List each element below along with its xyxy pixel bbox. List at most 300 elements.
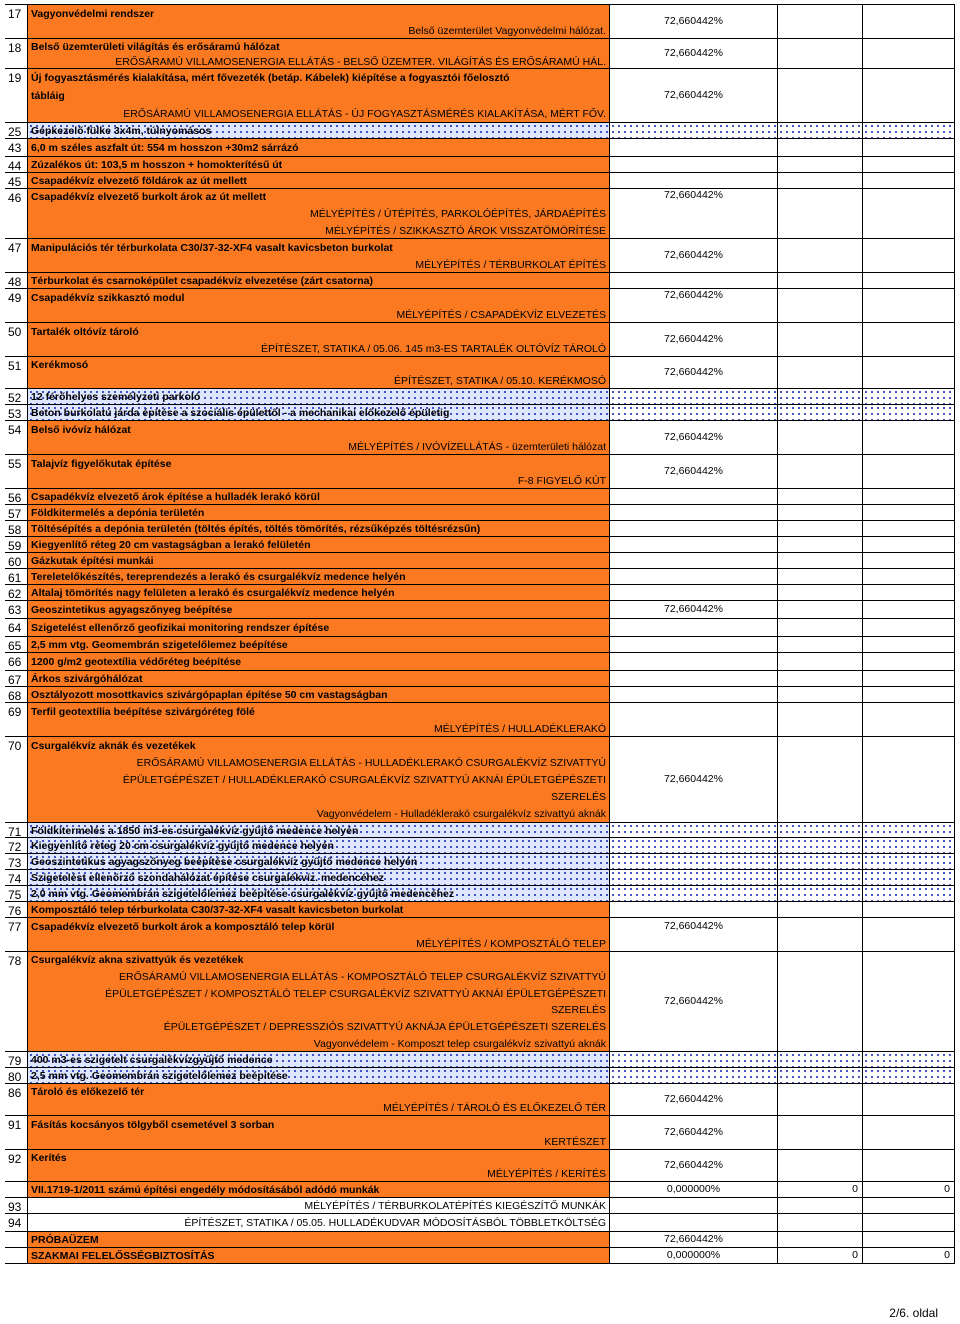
amount-cell [862, 68, 955, 122]
amount-cell [777, 420, 862, 454]
amount-cell [777, 322, 862, 356]
item-title: Komposztáló telep térburkolata C30/37-32-XF4 vasalt kavicsbeton burkolat [31, 904, 404, 916]
amount-cell [777, 686, 862, 702]
amount-cell [862, 420, 955, 454]
row-description [27, 404, 610, 420]
row-description [27, 504, 610, 520]
percent-cell [610, 420, 777, 454]
amount-cell [777, 951, 862, 1051]
row-number: 76 [5, 901, 27, 917]
row-description [27, 652, 610, 670]
row-description [27, 1067, 610, 1083]
item-title: 2,5 mm vtg. Geomembrán szigetelőlemez beépítése [31, 639, 288, 651]
amount-cell [777, 1149, 862, 1181]
table-row [5, 1115, 955, 1149]
amount-cell [777, 388, 862, 404]
item-title: Beton burkolatú járda építése a szociális épülettől - a mechanikai előkezelő épületig [31, 407, 450, 419]
row-description [27, 568, 610, 584]
row-number: 47 [5, 238, 27, 272]
item-title: 2,5 mm vtg. Geomembrán szigetelőlemez beépítése [31, 1070, 288, 1082]
table-row [5, 822, 955, 837]
amount-cell [777, 1231, 862, 1247]
amount-cell [862, 552, 955, 568]
item-title: Csapadékvíz szikkasztó modul [31, 291, 185, 304]
item-title: Töltésépítés a depónia területén (töltés építés, töltés tömörítés, rézsűképzés töltésrézsűn) [31, 523, 481, 535]
row-number [5, 1181, 27, 1197]
row-description [27, 618, 610, 636]
percent-value: 0,000000% [666, 1183, 721, 1195]
amount-cell [862, 736, 955, 822]
percent-cell [610, 504, 777, 520]
row-description [27, 520, 610, 536]
table-row [5, 901, 955, 917]
amount-cell [862, 38, 955, 68]
amount-cell [777, 504, 862, 520]
item-subtitle: ÉPÜLETGÉPÉSZET / KOMPOSZTÁLÓ TELEP CSURGALÉKVÍZ SZIVATTYÚ AKNÁI ÉPÜLETGÉPÉSZETI [105, 987, 606, 1000]
amount-cell [862, 652, 955, 670]
amount-cell [777, 238, 862, 272]
row-number: 75 [5, 885, 27, 901]
percent-value: 72,660442% [664, 333, 723, 345]
zero-value: 0 [852, 1249, 858, 1261]
percent-cell [610, 853, 777, 869]
amount-cell [777, 122, 862, 138]
row-number: 64 [5, 618, 27, 636]
row-description [27, 1231, 610, 1247]
row-description [27, 901, 610, 917]
table-row [5, 520, 955, 536]
row-description [27, 1213, 610, 1231]
zero-value: 0 [944, 1249, 950, 1261]
row-description [27, 188, 610, 238]
row-description [27, 670, 610, 686]
item-title: Csapadékvíz elvezető földárok az út mellett [31, 175, 247, 187]
table-row [5, 156, 955, 172]
table-row [5, 1231, 955, 1247]
row-description [27, 238, 610, 272]
table-row [5, 686, 955, 702]
amount-cell [862, 584, 955, 600]
item-title: Gázkutak építési munkái [31, 555, 154, 567]
item-subtitle: ERŐSÁRAMÚ VILLAMOSENERGIA ELLÁTÁS - ÚJ FOGYASZTÁSMÉRÉS KIALAKÍTÁSA, MÉRT FŐV. [123, 108, 606, 120]
amount-cell [777, 618, 862, 636]
item-title: Árkos szivárgóhálózat [31, 673, 143, 685]
row-number: 19 [5, 68, 27, 122]
row-number: 55 [5, 454, 27, 488]
row-number: 52 [5, 388, 27, 404]
amount-cell [777, 4, 862, 38]
row-number: 91 [5, 1115, 27, 1149]
row-number: 25 [5, 122, 27, 138]
row-description [27, 552, 610, 568]
item-subtitle: ERŐSÁRAMÚ VILLAMOSENERGIA ELLÁTÁS - HULLADÉKLERAKÓ CSURGALÉKVÍZ SZIVATTYÚ [136, 756, 606, 769]
amount-cell [862, 322, 955, 356]
table-row [5, 238, 955, 272]
row-description [27, 4, 610, 38]
amount-cell [777, 1067, 862, 1083]
amount-cell [777, 1115, 862, 1149]
percent-cell [610, 552, 777, 568]
row-number: 61 [5, 568, 27, 584]
item-title: Csurgalékvíz akna szivattyúk és vezetékek [31, 954, 244, 967]
amount-cell [862, 536, 955, 552]
percent-cell [610, 636, 777, 652]
amount-cell [777, 736, 862, 822]
amount-cell [862, 600, 955, 618]
amount-cell [777, 552, 862, 568]
item-subtitle: ÉPÜLETGÉPÉSZET / HULLADÉKLERAKÓ CSURGALÉKVÍZ SZIVATTYÚ AKNÁI ÉPÜLETGÉPÉSZETI [122, 774, 606, 786]
row-description [27, 1197, 610, 1213]
item-subtitle: MÉLYÉPÍTÉS / ÚTÉPÍTÉS, PARKOLÓÉPÍTÉS, JÁRDAÉPÍTÉS [309, 208, 606, 220]
percent-cell [610, 488, 777, 504]
amount-cell [777, 68, 862, 122]
table-row [5, 568, 955, 584]
amount-cell [862, 670, 955, 686]
row-description [27, 536, 610, 552]
amount-cell [777, 38, 862, 68]
row-number: 80 [5, 1067, 27, 1083]
row-description [27, 288, 610, 322]
row-number: 63 [5, 600, 27, 618]
amount-cell [862, 686, 955, 702]
row-description [27, 420, 610, 454]
table-row [5, 652, 955, 670]
amount-cell [777, 1083, 862, 1115]
item-title: Gépkezelő fülke 3x4m, túlnyomásos [31, 125, 212, 137]
percent-cell [610, 272, 777, 288]
percent-value: 72,660442% [664, 603, 723, 615]
amount-cell [777, 853, 862, 869]
amount-cell [862, 188, 955, 238]
amount-cell [862, 388, 955, 404]
percent-value: 72,660442% [664, 995, 723, 1007]
item-title: Csapadékvíz elvezető árok építése a hulladék lerakó körül [31, 491, 320, 503]
amount-cell [862, 1067, 955, 1083]
item-subtitle: Vagyonvédelem - Hulladéklerakó csurgalékvíz szivattyú aknák [316, 808, 606, 821]
table-row [5, 552, 955, 568]
percent-value: 72,660442% [664, 289, 723, 301]
item-subtitle: ÉPÍTÉSZET, STATIKA / 05.10. KERÉKMOSÓ [393, 375, 606, 387]
table-row [5, 504, 955, 520]
row-description [27, 68, 610, 122]
amount-cell [862, 636, 955, 652]
item-title: Csapadékvíz elvezető burkolt árok az út mellett [31, 191, 267, 204]
percent-cell [610, 1083, 777, 1115]
amount-cell [777, 272, 862, 288]
item-title: Vagyonvédelmi rendszer [31, 7, 155, 20]
amount-cell [777, 488, 862, 504]
item-title: Csurgalékvíz aknák és vezetékek [31, 739, 196, 752]
item-title: Tereletelőkészítés, tereprendezés a lerakó és csurgalékvíz medence helyén [31, 571, 406, 583]
amount-cell [862, 951, 955, 1051]
table-row [5, 584, 955, 600]
row-number: 54 [5, 420, 27, 454]
row-number: 59 [5, 536, 27, 552]
amount-cell [862, 1231, 955, 1247]
percent-value: 72,660442% [664, 431, 723, 443]
item-subtitle: MÉLYÉPÍTÉS / KOMPOSZTÁLÓ TELEP [416, 937, 606, 950]
percent-cell [610, 670, 777, 686]
page-number: 2/6. oldal [889, 1306, 938, 1320]
amount-cell [862, 504, 955, 520]
item-title: Kiegyenlítő réteg 20 cm csurgalékvíz gyűjtő medence helyén [31, 840, 334, 852]
table-row [5, 536, 955, 552]
item-subtitle: MÉLYÉPÍTÉS / SZIKKASZTÓ ÁROK VISSZATÖMÖRÍTÉSE [325, 224, 606, 237]
row-description [27, 686, 610, 702]
table-row [5, 1197, 955, 1213]
row-number: 72 [5, 837, 27, 853]
table-row [5, 1149, 955, 1181]
item-title: Manipulációs tér térburkolata C30/37-32-XF4 vasalt kavicsbeton burkolat [31, 241, 393, 254]
amount-cell [862, 1181, 955, 1197]
amount-cell [777, 568, 862, 584]
row-description [27, 388, 610, 404]
amount-cell [862, 520, 955, 536]
table-row [5, 356, 955, 388]
amount-cell [862, 837, 955, 853]
amount-cell [777, 454, 862, 488]
percent-cell [610, 951, 777, 1051]
row-number: 69 [5, 702, 27, 736]
amount-cell [777, 584, 862, 600]
percent-value: 72,660442% [664, 1126, 723, 1138]
percent-cell [610, 322, 777, 356]
item-title: Csapadékvíz elvezető burkolt árok a komposztáló telep körül [31, 920, 335, 933]
table-row [5, 1213, 955, 1231]
table-row [5, 702, 955, 736]
row-description [27, 837, 610, 853]
amount-cell [777, 670, 862, 686]
item-subtitle: ÉPÜLETGÉPÉSZET / DEPRESSZIÓS SZIVATTYÚ AKNÁJA ÉPÜLETGÉPÉSZETI SZERELÉS [163, 1021, 606, 1033]
table-row [5, 122, 955, 138]
amount-cell [862, 917, 955, 951]
percent-cell [610, 122, 777, 138]
row-description [27, 322, 610, 356]
item-title: Belső üzemterületi világítás és erősáramú hálózat [31, 40, 280, 53]
item-title: tábláig [31, 90, 65, 102]
table-row [5, 1181, 955, 1197]
item-subtitle: MÉLYÉPÍTÉS / CSAPADÉKVÍZ ELVEZETÉS [396, 308, 606, 321]
amount-cell [777, 837, 862, 853]
item-title: Szigetelést ellenőrző geofizikai monitoring rendszer építése [31, 622, 330, 634]
table-row [5, 853, 955, 869]
percent-value: 0,000000% [666, 1249, 721, 1261]
item-title: Zúzalékos út: 103,5 m hosszon + homokterítésű út [31, 159, 283, 171]
percent-cell [610, 917, 777, 951]
amount-cell [777, 156, 862, 172]
amount-cell [862, 1197, 955, 1213]
row-number: 49 [5, 288, 27, 322]
table-row [5, 670, 955, 686]
item-subtitle: MÉLYÉPÍTÉS / KERÍTÉS [487, 1168, 606, 1180]
amount-cell [862, 272, 955, 288]
row-description [27, 869, 610, 885]
item-title: VII.1719-1/2011 számú építési engedély módosításából adódó munkák [31, 1184, 380, 1196]
row-description [27, 488, 610, 504]
percent-cell [610, 652, 777, 670]
amount-cell [777, 885, 862, 901]
table-row [5, 869, 955, 885]
row-description [27, 454, 610, 488]
amount-cell [862, 1149, 955, 1181]
percent-cell [610, 568, 777, 584]
row-description [27, 702, 610, 736]
amount-cell [862, 885, 955, 901]
table-row [5, 172, 955, 188]
row-description [27, 1083, 610, 1115]
table-bottom-border [5, 1263, 955, 1265]
table-row [5, 636, 955, 652]
amount-cell [862, 869, 955, 885]
percent-value: 72,660442% [664, 89, 723, 101]
table-row [5, 404, 955, 420]
item-subtitle: MÉLYÉPÍTÉS / TÉRBURKOLATÉPÍTÉS KIEGÉSZÍTŐ MUNKÁK [304, 1200, 606, 1212]
row-description [27, 122, 610, 138]
percent-value: 72,660442% [664, 1093, 723, 1105]
percent-cell [610, 138, 777, 156]
amount-cell [862, 238, 955, 272]
percent-value: 72,660442% [664, 15, 723, 27]
row-description [27, 1149, 610, 1181]
row-number: 48 [5, 272, 27, 288]
percent-cell [610, 1213, 777, 1231]
row-number: 66 [5, 652, 27, 670]
item-title: Szigetelést ellenőrző szondahálózat építése csurgalékvíz. medencéhez [31, 872, 385, 884]
row-number: 53 [5, 404, 27, 420]
item-subtitle: MÉLYÉPÍTÉS / IVÓVÍZELLÁTÁS - üzemterületi hálózat [348, 440, 606, 453]
item-subtitle: KERTÉSZET [544, 1135, 606, 1148]
amount-cell [777, 652, 862, 670]
amount-cell [777, 636, 862, 652]
item-title: Geoszintetikus agyagszőnyeg beépítése csurgalékvíz gyűjtő medence helyén [31, 856, 418, 868]
percent-cell [610, 1181, 777, 1197]
row-number [5, 1231, 27, 1247]
item-subtitle: MÉLYÉPÍTÉS / TÉRBURKOLAT ÉPÍTÉS [415, 258, 606, 271]
row-number: 67 [5, 670, 27, 686]
amount-cell [777, 172, 862, 188]
item-title: Belső ivóvíz hálózat [31, 423, 131, 436]
percent-cell [610, 686, 777, 702]
percent-cell [610, 1231, 777, 1247]
row-description [27, 600, 610, 618]
percent-value: 72,660442% [664, 920, 723, 932]
amount-cell [862, 1051, 955, 1067]
amount-cell [777, 917, 862, 951]
row-number: 56 [5, 488, 27, 504]
table-row [5, 4, 955, 38]
amount-cell [862, 488, 955, 504]
percent-cell [610, 1149, 777, 1181]
row-number: 86 [5, 1083, 27, 1115]
table-row [5, 1067, 955, 1083]
item-subtitle: ERŐSÁRAMÚ VILLAMOSENERGIA ELLÁTÁS - BELSŐ ÜZEMTER. VILÁGÍTÁS ÉS ERŐSÁRAMÚ HÁL. [115, 55, 606, 68]
row-number: 60 [5, 552, 27, 568]
item-subtitle: Belső üzemterület Vagyonvédelmi hálózat. [408, 24, 606, 37]
amount-cell [862, 853, 955, 869]
percent-cell [610, 38, 777, 68]
amount-cell [777, 536, 862, 552]
row-number: 44 [5, 156, 27, 172]
item-subtitle: ÉPÍTÉSZET, STATIKA / 05.06. 145 m3-ES TARTALÉK OLTÓVÍZ TÁROLÓ [260, 342, 606, 355]
amount-cell [777, 404, 862, 420]
item-title: PRÓBAÜZEM [31, 1234, 99, 1246]
item-subtitle: SZERELÉS [551, 791, 606, 804]
percent-cell [610, 238, 777, 272]
item-title: 2,0 mm vtg. Geomembrán szigetelőlemez beépítése csurgalékvíz gyűjtő medencéhez [31, 888, 455, 900]
row-number: 18 [5, 38, 27, 68]
row-description [27, 356, 610, 388]
item-title: Tároló és előkezelő tér [31, 1086, 145, 1098]
row-description [27, 885, 610, 901]
row-description [27, 1051, 610, 1067]
row-number: 68 [5, 686, 27, 702]
percent-cell [610, 869, 777, 885]
table-row [5, 138, 955, 156]
row-description [27, 156, 610, 172]
row-description [27, 38, 610, 68]
percent-value: 72,660442% [664, 1159, 723, 1171]
item-title: Új fogyasztásmérés kialakítása, mért fővezeték (betáp. Kábelek) kiépítése a fogyasztói főelosztó [31, 72, 510, 84]
amount-cell [862, 138, 955, 156]
row-number: 79 [5, 1051, 27, 1067]
amount-cell [862, 568, 955, 584]
item-title: Altalaj tömörítés nagy felületen a lerakó és csurgalékvíz medence helyén [31, 587, 395, 599]
amount-cell [777, 869, 862, 885]
zero-value: 0 [852, 1183, 858, 1195]
row-number: 71 [5, 822, 27, 837]
table-row [5, 917, 955, 951]
row-number: 74 [5, 869, 27, 885]
item-subtitle: MÉLYÉPÍTÉS / HULLADÉKLERAKÓ [434, 722, 606, 735]
row-number: 43 [5, 138, 27, 156]
row-number: 92 [5, 1149, 27, 1181]
row-description [27, 138, 610, 156]
table-row [5, 885, 955, 901]
amount-cell [777, 600, 862, 618]
amount-cell [862, 618, 955, 636]
row-number: 51 [5, 356, 27, 388]
amount-cell [777, 702, 862, 736]
row-number: 70 [5, 736, 27, 822]
row-description [27, 1115, 610, 1149]
amount-cell [777, 1197, 862, 1213]
row-description [27, 853, 610, 869]
row-number: 62 [5, 584, 27, 600]
table-row [5, 454, 955, 488]
item-title: Földkitermelés a depónia területén [31, 507, 205, 519]
row-description [27, 917, 610, 951]
row-number: 65 [5, 636, 27, 652]
table-row [5, 38, 955, 68]
amount-cell [862, 404, 955, 420]
percent-cell [610, 188, 777, 238]
percent-cell [610, 404, 777, 420]
percent-cell [610, 837, 777, 853]
table-row [5, 618, 955, 636]
row-description [27, 272, 610, 288]
table-row [5, 68, 955, 122]
amount-cell [777, 1181, 862, 1197]
item-title: Fásítás kocsányos tölgyből csemetével 3 sorban [31, 1118, 275, 1131]
table-row [5, 322, 955, 356]
row-description [27, 172, 610, 188]
item-title: Talajvíz figyelőkutak építése [31, 457, 172, 470]
item-subtitle: SZERELÉS [551, 1004, 606, 1017]
amount-cell [862, 156, 955, 172]
percent-cell [610, 822, 777, 837]
row-number: 17 [5, 4, 27, 38]
row-description [27, 1181, 610, 1197]
